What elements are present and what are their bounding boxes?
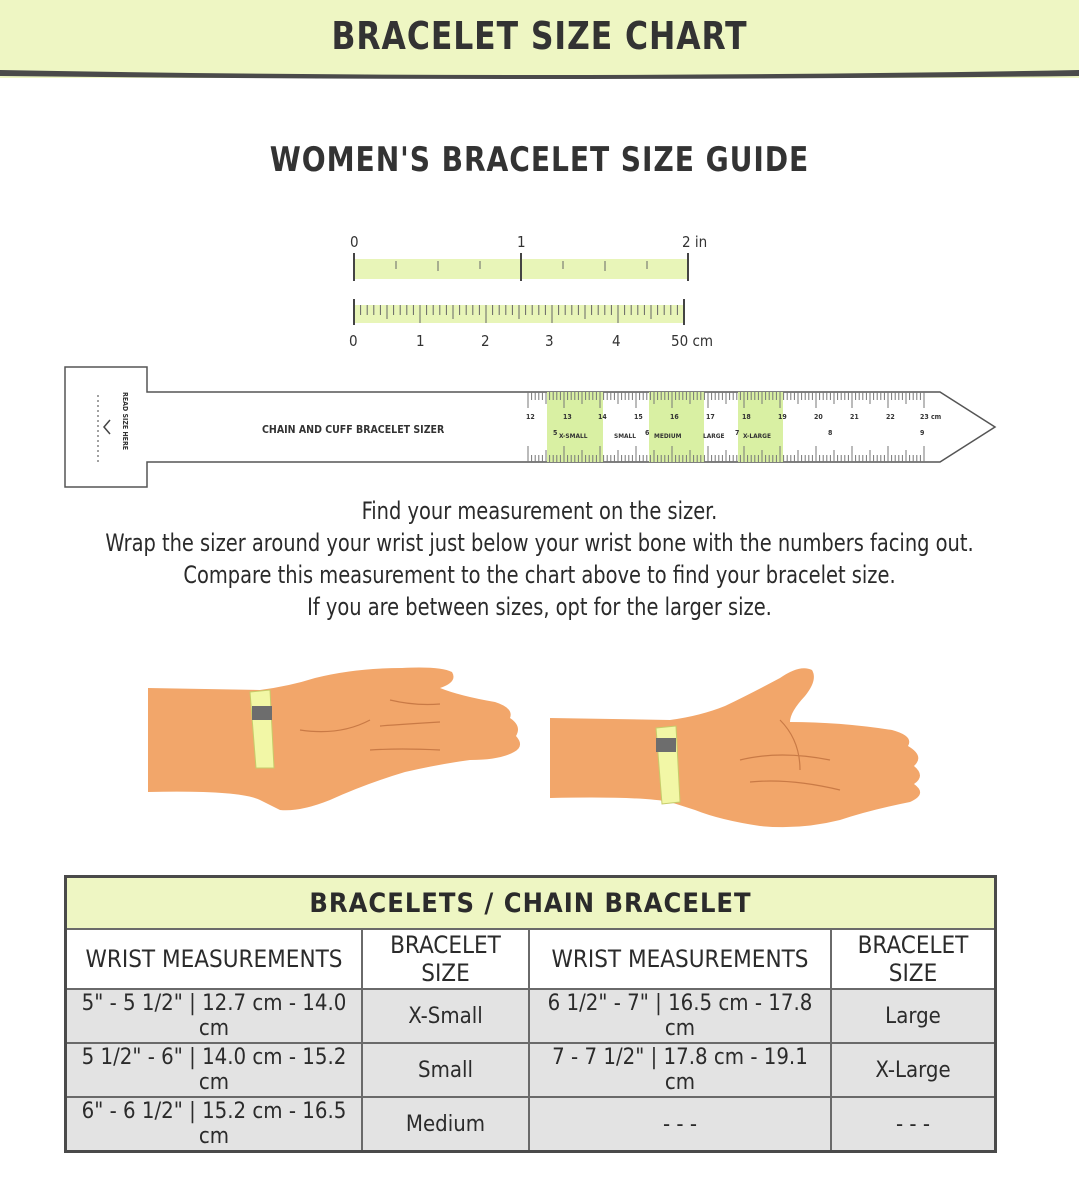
table-cell: Medium [362, 1097, 529, 1152]
sizer-cm-22: 22 [886, 413, 895, 421]
sizer-cm-21: 21 [850, 413, 859, 421]
band-medium [649, 392, 704, 462]
instruction-line: Wrap the sizer around your wrist just below your wrist bone with the numbers facing out. [105, 529, 974, 557]
cm-label-0: 0 [349, 332, 358, 350]
hands-illustration [140, 660, 930, 835]
table-cell: X-Large [831, 1043, 996, 1097]
sizer-in-6: 6 [645, 429, 650, 437]
sizer-cm-14: 14 [598, 413, 607, 421]
sizer-outline [65, 367, 995, 487]
instruction-line: If you are between sizes, opt for the larger size. [307, 593, 772, 621]
sizer-cm-23: 23 cm [920, 413, 942, 421]
sizer-cm-18: 18 [742, 413, 751, 421]
right-hand-image [550, 668, 920, 827]
inch-cm-ruler [330, 225, 730, 355]
table-cell: 7 - 7 1/2" | 17.8 cm - 19.1 cm [529, 1043, 831, 1097]
sizer-in-7: 7 [735, 429, 740, 437]
column-header: WRIST MEASUREMENTS [66, 929, 363, 989]
size-table [64, 875, 997, 1153]
sizer-cm-20: 20 [814, 413, 823, 421]
table-cell: 6 1/2" - 7" | 16.5 cm - 17.8 cm [529, 989, 831, 1043]
table-cell: 5 1/2" - 6" | 14.0 cm - 15.2 cm [66, 1043, 363, 1097]
sizer-cm-19: 19 [778, 413, 787, 421]
sizer-cm-13: 13 [563, 413, 572, 421]
band-xsmall [547, 392, 603, 462]
column-header: BRACELET SIZE [831, 929, 996, 989]
table-cell: Large [831, 989, 996, 1043]
header-rule [0, 68, 1079, 80]
sizer-title: CHAIN AND CUFF BRACELET SIZER [262, 424, 445, 436]
table-cell: X-Small [362, 989, 529, 1043]
sizer-size-xsmall: X-SMALL [559, 432, 588, 440]
cm-label-4: 4 [612, 332, 621, 350]
table-cell: - - - [529, 1097, 831, 1152]
sizer-read-label: READ SIZE HERE [121, 392, 129, 451]
sizer-cm-15: 15 [634, 413, 643, 421]
sizer-cm-16: 16 [670, 413, 679, 421]
left-hand-image [148, 668, 520, 811]
cm-label-3: 3 [545, 332, 554, 350]
table-cell: 6" - 6 1/2" | 15.2 cm - 16.5 cm [66, 1097, 363, 1152]
cm-label-1: 1 [416, 332, 425, 350]
inch-label-0: 0 [350, 233, 359, 251]
sizer-in-5: 5 [553, 429, 558, 437]
table-cell: - - - [831, 1097, 996, 1152]
table-row [66, 989, 996, 1043]
instruction-line: Find your measurement on the sizer. [361, 497, 718, 525]
sizer-cm-12: 12 [526, 413, 535, 421]
table-title: BRACELETS / CHAIN BRACELET [66, 877, 996, 930]
table-cell: Small [362, 1043, 529, 1097]
sizer-cm-17: 17 [706, 413, 715, 421]
sizer-in-9: 9 [920, 429, 925, 437]
table-row [66, 1097, 996, 1152]
inch-label-1: 1 [517, 233, 526, 251]
cm-label-2: 2 [481, 332, 490, 350]
band-xlarge [738, 392, 783, 462]
sizer-size-medium: MEDIUM [654, 432, 682, 440]
sizer-size-xlarge: X-LARGE [743, 432, 771, 440]
instructions [0, 495, 1079, 623]
sizer-in-8: 8 [828, 429, 833, 437]
instruction-line: Compare this measurement to the chart above to find your bracelet size. [183, 561, 896, 589]
column-header: BRACELET SIZE [362, 929, 529, 989]
cm-label-5: 50 cm [671, 332, 714, 350]
page-title: BRACELET SIZE CHART [331, 14, 748, 58]
column-header: WRIST MEASUREMENTS [529, 929, 831, 989]
section-subtitle: WOMEN'S BRACELET SIZE GUIDE [269, 140, 810, 180]
table-row [66, 1043, 996, 1097]
bracelet-sizer [60, 362, 1005, 492]
inch-label-2: 2 in [682, 233, 708, 251]
sizer-size-small: SMALL [614, 432, 637, 440]
table-cell: 5" - 5 1/2" | 12.7 cm - 14.0 cm [66, 989, 363, 1043]
sizer-size-large: LARGE [703, 432, 725, 440]
